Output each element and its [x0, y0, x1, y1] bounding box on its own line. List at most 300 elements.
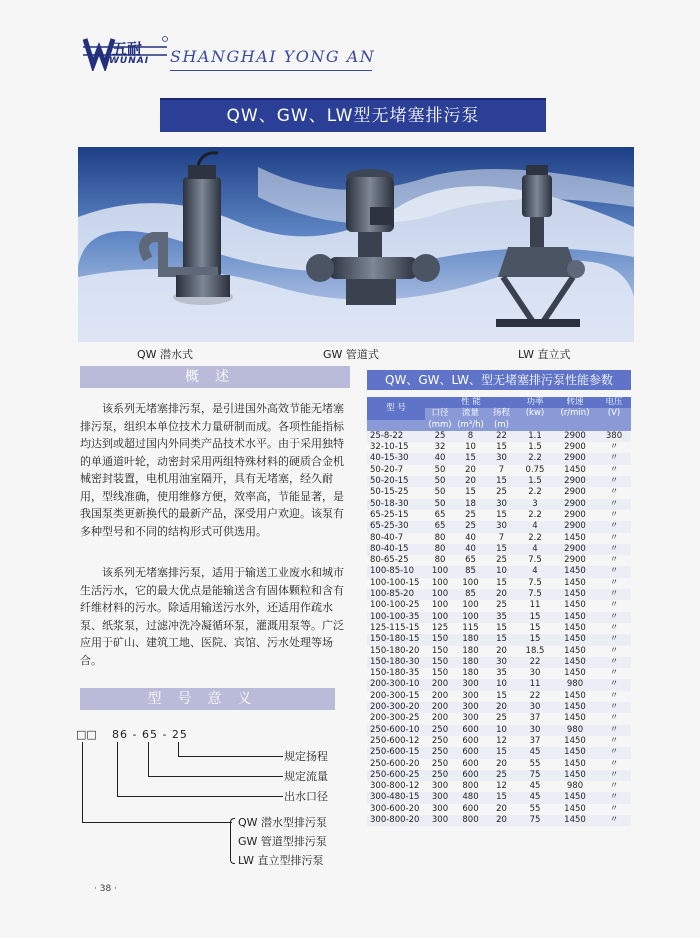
table-cell: 22: [529, 690, 541, 701]
table-cell: 200: [431, 713, 449, 724]
table-cell: 80-40-15: [367, 544, 425, 555]
table-cell: 65: [465, 555, 476, 566]
table-cell-voltage: 〃: [609, 442, 619, 453]
table-row: [367, 578, 631, 589]
table-cell: 11: [529, 600, 541, 611]
caption-lw: LW 直立式: [518, 348, 571, 361]
table-cell: 55: [529, 803, 541, 814]
type-gw: GW 管道型排污泵: [238, 835, 327, 848]
table-cell-voltage: 〃: [597, 725, 631, 736]
table-row: [367, 487, 631, 498]
table-cell: 2.2: [528, 509, 542, 520]
table-cell: 1450: [564, 600, 586, 611]
table-cell: 30: [517, 702, 553, 713]
table-cell: 100-100-15: [370, 577, 420, 588]
table-cell-voltage: 〃: [597, 657, 631, 668]
table-cell: 20: [486, 815, 517, 826]
table-cell: 32-10-15: [370, 442, 409, 453]
table-cell: 100: [431, 577, 449, 588]
table-row: [367, 679, 631, 690]
table-cell: 250-600-15: [367, 747, 425, 758]
table-cell: 800: [455, 815, 486, 826]
table-cell: 15: [465, 487, 476, 498]
table-cell-voltage: 〃: [609, 622, 619, 633]
table-cell: 22: [517, 657, 553, 668]
table-row: [367, 634, 631, 645]
table-cell-voltage: 〃: [609, 464, 619, 475]
table-cell-voltage: 〃: [597, 612, 631, 623]
table-cell-voltage: 〃: [609, 509, 619, 520]
table-cell: 37: [529, 735, 541, 746]
table-cell: 300: [462, 690, 479, 701]
table-cell: 65-25-30: [367, 521, 425, 532]
table-cell: 115: [462, 622, 479, 633]
table-cell: 180: [455, 634, 486, 645]
table-cell: 1450: [564, 668, 586, 679]
table-cell: 80-40-7: [370, 532, 404, 543]
table-cell: 980: [553, 725, 597, 736]
table-cell: 300: [431, 781, 449, 792]
table-cell: 50-18-30: [367, 499, 425, 510]
header-speed-unit: (r/min): [553, 408, 597, 419]
table-cell: 2900: [564, 487, 586, 498]
table-cell-voltage: 〃: [609, 487, 619, 498]
table-cell: 25: [496, 487, 507, 498]
table-cell: 1450: [553, 792, 597, 803]
table-cell: 2.2: [517, 453, 553, 464]
table-cell: 150: [431, 645, 449, 656]
table-cell-voltage: 〃: [597, 453, 631, 464]
table-cell: 250: [425, 725, 455, 736]
table-cell: 150-180-15: [367, 634, 425, 645]
table-cell: 7: [498, 464, 505, 475]
table-cell: 250: [425, 770, 455, 781]
table-cell: 1450: [564, 622, 586, 633]
table-cell: 250: [425, 747, 455, 758]
table-cell: 20: [455, 476, 486, 487]
table-cell: 18.5: [525, 645, 545, 656]
table-cell: 200: [425, 679, 455, 690]
table-cell: 1.1: [517, 431, 553, 442]
table-cell: 75: [517, 815, 553, 826]
table-cell: 20: [496, 645, 507, 656]
table-cell: 22: [486, 431, 517, 442]
table-cell: 100-85-10: [367, 566, 425, 577]
table-cell: 20: [496, 803, 507, 814]
table-cell: 1450: [564, 464, 586, 475]
table-cell: 100: [462, 600, 479, 611]
table-cell: 50-20-15: [367, 476, 425, 487]
table-cell: 15: [486, 634, 517, 645]
table-cell: 50-15-25: [370, 487, 409, 498]
table-cell-voltage: 〃: [609, 555, 619, 566]
caption-qw: QW 潜水式: [137, 348, 194, 361]
table-cell: 180: [455, 657, 486, 668]
table-cell: 600: [455, 770, 486, 781]
table-cell-voltage: 〃: [609, 713, 619, 724]
table-cell: 2900: [553, 521, 597, 532]
table-cell-voltage: 〃: [609, 803, 619, 814]
table-cell: 300-800-12: [370, 781, 420, 792]
table-row: [367, 442, 631, 453]
table-cell: 20: [496, 758, 507, 769]
table-cell: 1450: [564, 735, 586, 746]
table-cell: 7.5: [528, 577, 542, 588]
table-row: [367, 544, 631, 555]
table-cell: 2.2: [528, 532, 542, 543]
table-cell: 480: [455, 792, 486, 803]
overview-heading: 概述: [80, 366, 350, 388]
table-cell: 1450: [553, 702, 597, 713]
table-cell: 200: [431, 690, 449, 701]
table-cell: 30: [529, 668, 541, 679]
table-cell: 15: [496, 577, 507, 588]
table-cell: 35: [496, 668, 507, 679]
table-row: [367, 623, 631, 634]
table-cell-voltage: 〃: [597, 770, 631, 781]
table-cell-voltage: 380: [597, 431, 631, 442]
table-cell-voltage: 〃: [597, 679, 631, 690]
page-title: QW、GW、LW型无堵塞排污泵: [160, 98, 546, 132]
table-cell: 40: [455, 544, 486, 555]
table-cell: 80: [434, 555, 446, 566]
table-cell-voltage: 〃: [597, 499, 631, 510]
table-cell: 25: [486, 770, 517, 781]
header-speed: 转速: [553, 397, 597, 408]
table-title: QW、GW、LW、型无堵塞排污泵性能参数: [367, 370, 631, 390]
table-cell-voltage: 〃: [609, 668, 619, 679]
table-cell-voltage: 〃: [609, 781, 619, 792]
table-cell: 100: [425, 566, 455, 577]
table-cell: 300: [455, 679, 486, 690]
table-cell: 12: [496, 781, 507, 792]
table-cell: 150-180-30: [367, 657, 425, 668]
table-cell: 15: [486, 792, 517, 803]
table-cell: 15: [455, 453, 486, 464]
table-cell-voltage: 〃: [597, 747, 631, 758]
table-row: [367, 668, 631, 679]
table-cell: 300: [425, 815, 455, 826]
model-code-prefix: □□: [76, 728, 97, 741]
table-cell: 1450: [564, 532, 586, 543]
table-row: [367, 600, 631, 611]
header-flow: 流量: [455, 408, 486, 419]
table-cell: 1.5: [528, 442, 542, 453]
table-cell: 2.2: [528, 487, 542, 498]
label-head: 规定扬程: [284, 750, 328, 763]
table-cell: 1450: [553, 566, 597, 577]
table-row: [367, 725, 631, 736]
table-cell: 180: [462, 645, 479, 656]
header-head-unit: (m): [486, 420, 517, 431]
table-cell: 10: [486, 679, 517, 690]
table-cell: 25: [455, 521, 486, 532]
table-cell: 2900: [553, 431, 597, 442]
table-cell: 15: [496, 509, 507, 520]
table-cell: 250-600-25: [367, 770, 425, 781]
table-cell: 2900: [553, 453, 597, 464]
table-cell: 200-300-10: [367, 679, 425, 690]
table-cell: 300: [455, 702, 486, 713]
table-cell: 25-8-22: [367, 431, 425, 442]
table-cell: 600: [462, 803, 479, 814]
table-cell: 1450: [564, 713, 586, 724]
overview-paragraph-1: 该系列无堵塞排污泵，是引进国外高效节能无堵塞排污泵，组织本单位技术力量研制而成。各项性能指标均达到或超过国内外同类产品技术水平。由于采用独特的单通道叶轮，动密封采用两组特殊材料的硬质合金机械密封装置，电机用油室隔开，具有无堵塞，经久耐用，型线准确，使用维修方便，效率高，节能显著，是我国泵类更新换代的最新产品，深受用户欢迎。该泵有多种型号和不同的结构形式可供选用。: [80, 402, 344, 538]
table-cell: 250: [431, 758, 449, 769]
table-cell: 45: [529, 781, 541, 792]
table-cell: 100-100-25: [370, 600, 420, 611]
table-cell-voltage: 〃: [597, 702, 631, 713]
table-cell: 250-600-20: [370, 758, 420, 769]
performance-table: [367, 397, 631, 826]
table-cell: 1450: [553, 612, 597, 623]
table-cell: 100: [425, 612, 455, 623]
table-cell: 65-25-15: [370, 509, 409, 520]
table-cell: 150-180-35: [370, 668, 420, 679]
table-cell: 10: [486, 725, 517, 736]
table-cell: 15: [496, 690, 507, 701]
table-row: [367, 815, 631, 826]
table-cell: 7.5: [528, 555, 542, 566]
table-row: [367, 533, 631, 544]
table-cell: 180: [462, 668, 479, 679]
type-qw: QW 潜水型排污泵: [238, 816, 328, 829]
table-cell: 1450: [553, 589, 597, 600]
caption-gw: GW 管道式: [323, 348, 379, 361]
table-cell: 15: [496, 442, 507, 453]
table-cell: 125-115-15: [370, 622, 420, 633]
table-cell: 125: [431, 622, 449, 633]
table-row: [367, 465, 631, 476]
table-row: [367, 713, 631, 724]
table-cell: 30: [486, 657, 517, 668]
table-row: [367, 792, 631, 803]
table-cell-voltage: 〃: [597, 589, 631, 600]
table-cell: 300: [462, 713, 479, 724]
table-cell: 30: [486, 521, 517, 532]
table-cell: 100-100-35: [367, 612, 425, 623]
header-voltage-unit: (V): [597, 408, 631, 419]
table-cell: 600: [462, 758, 479, 769]
table-cell: 200-300-20: [367, 702, 425, 713]
table-cell: 4: [517, 544, 553, 555]
table-cell-voltage: 〃: [609, 600, 619, 611]
table-cell-voltage: 〃: [597, 634, 631, 645]
table-cell: 980: [553, 679, 597, 690]
table-row: [367, 476, 631, 487]
table-cell: 30: [486, 453, 517, 464]
table-cell: 8: [455, 431, 486, 442]
table-row: [367, 747, 631, 758]
table-cell: 150: [425, 634, 455, 645]
logo-english-text: WUNAI: [109, 56, 150, 66]
table-cell: 1450: [564, 803, 586, 814]
table-row: [367, 431, 631, 442]
table-cell: 10: [465, 442, 476, 453]
table-row: [367, 804, 631, 815]
table-cell: 100: [431, 600, 449, 611]
overview-paragraph-2: 该系列无堵塞排污泵，适用于输送工业废水和城市生活污水，它的最大优点是能输送含有固体颗粒和含有纤维材料的污水。除适用输送污水外，还适用作疏水泵、纸浆泵，过滤冲洗冷凝循环泵，灌溉用泵等。广泛应用于矿山、建筑工地、医院、宾馆、污水处理等场合。: [80, 566, 344, 667]
table-cell: 100-85-20: [367, 589, 425, 600]
table-cell: 80-65-25: [370, 555, 409, 566]
table-cell: 0.75: [525, 464, 545, 475]
table-cell: 32: [434, 442, 446, 453]
table-cell: 1450: [553, 747, 597, 758]
table-cell: 980: [566, 781, 584, 792]
header-power-unit: (kw): [517, 408, 553, 419]
table-cell: 20: [465, 464, 476, 475]
table-row: [367, 510, 631, 521]
table-cell: 10: [486, 566, 517, 577]
table-cell: 50: [425, 476, 455, 487]
table-row: [367, 589, 631, 600]
table-cell: 50: [425, 499, 455, 510]
brand-name: SHANGHAI YONG AN: [170, 47, 376, 66]
header-head: 扬程: [486, 408, 517, 419]
table-cell: 20: [486, 589, 517, 600]
table-cell-voltage: 〃: [609, 645, 619, 656]
table-cell: 1450: [553, 770, 597, 781]
table-cell-voltage: 〃: [597, 476, 631, 487]
table-cell: 25: [496, 713, 507, 724]
table-row: [367, 657, 631, 668]
table-cell: 600: [455, 725, 486, 736]
table-cell: 15: [529, 622, 541, 633]
table-cell: 300-800-20: [367, 815, 425, 826]
table-cell-voltage: 〃: [597, 792, 631, 803]
table-cell: 75: [517, 770, 553, 781]
table-row: [367, 453, 631, 464]
table-cell: 18: [455, 499, 486, 510]
table-cell: 25: [496, 555, 507, 566]
table-cell: 600: [455, 747, 486, 758]
table-cell: 15: [486, 747, 517, 758]
table-cell: 50: [434, 487, 446, 498]
table-row: [367, 736, 631, 747]
table-cell: 1450: [564, 690, 586, 701]
table-cell: 12: [496, 735, 507, 746]
table-cell: 85: [455, 566, 486, 577]
label-caliber: 出水口径: [284, 790, 328, 803]
table-cell: 300: [425, 792, 455, 803]
table-cell: 300-480-15: [367, 792, 425, 803]
table-cell: 65: [434, 509, 446, 520]
table-cell: 25: [496, 600, 507, 611]
table-cell: 30: [517, 725, 553, 736]
table-cell: 2900: [553, 476, 597, 487]
table-cell: 100: [425, 589, 455, 600]
table-row: [367, 566, 631, 577]
table-cell: 40: [465, 532, 476, 543]
table-cell: 30: [486, 499, 517, 510]
table-row: [367, 499, 631, 510]
table-cell: 200: [425, 702, 455, 713]
table-cell: 1.5: [517, 476, 553, 487]
table-cell-voltage: 〃: [609, 735, 619, 746]
table-cell: 1450: [553, 657, 597, 668]
header-performance: 性 能: [425, 397, 517, 408]
table-cell: 15: [517, 612, 553, 623]
table-cell: 300: [431, 803, 449, 814]
table-row: [367, 770, 631, 781]
header-model: 型 号: [367, 397, 425, 420]
table-cell: 3: [517, 499, 553, 510]
table-cell: 150: [425, 657, 455, 668]
table-cell: 55: [529, 758, 541, 769]
table-cell: 1450: [564, 577, 586, 588]
label-flow: 规定流量: [284, 770, 328, 783]
table-cell: 100: [462, 577, 479, 588]
table-cell: 85: [455, 589, 486, 600]
table-cell-voltage: 〃: [597, 521, 631, 532]
table-cell: 100: [455, 612, 486, 623]
table-cell: 80: [425, 544, 455, 555]
table-cell: 11: [517, 679, 553, 690]
table-cell: 37: [529, 713, 541, 724]
table-cell: 250-600-12: [370, 735, 420, 746]
table-cell: 2900: [564, 555, 586, 566]
table-cell: 15: [517, 634, 553, 645]
table-row: [367, 521, 631, 532]
table-cell: 300-600-20: [370, 803, 420, 814]
table-cell: 50: [434, 464, 446, 475]
table-cell: 80: [434, 532, 446, 543]
table-cell: 2900: [553, 544, 597, 555]
table-cell: 150-180-20: [370, 645, 420, 656]
table-row: [367, 691, 631, 702]
table-cell: 40-15-30: [367, 453, 425, 464]
header-caliber: 口径: [425, 408, 455, 419]
table-row: [367, 759, 631, 770]
table-cell: 1450: [553, 815, 597, 826]
table-cell: 7.5: [517, 589, 553, 600]
table-cell-voltage: 〃: [609, 532, 619, 543]
table-cell: 45: [517, 792, 553, 803]
table-cell: 45: [517, 747, 553, 758]
logo-chinese-text: 五耐: [112, 40, 143, 58]
table-cell: 2900: [553, 499, 597, 510]
table-cell: 15: [486, 476, 517, 487]
header-caliber-unit: (mm): [425, 420, 455, 431]
table-cell: 1450: [564, 758, 586, 769]
table-cell-voltage: 〃: [609, 577, 619, 588]
table-cell: 65: [425, 521, 455, 532]
table-cell: 4: [517, 566, 553, 577]
table-cell: 200-300-15: [370, 690, 420, 701]
table-row: [367, 646, 631, 657]
header-voltage: 电压: [597, 397, 631, 408]
header-flow-unit: (m³/h): [455, 420, 486, 431]
table-cell-voltage: 〃: [609, 690, 619, 701]
table-row: [367, 781, 631, 792]
pump-photo: [78, 147, 634, 342]
table-cell: 200-300-25: [370, 713, 420, 724]
model-code: 86 - 65 - 25: [112, 728, 188, 741]
table-cell: 15: [496, 622, 507, 633]
table-cell: 150: [431, 668, 449, 679]
table-cell: 40: [425, 453, 455, 464]
table-cell: 800: [462, 781, 479, 792]
table-cell: 2900: [564, 509, 586, 520]
table-cell: 250-600-10: [367, 725, 425, 736]
table-cell: 4: [517, 521, 553, 532]
table-cell-voltage: 〃: [597, 544, 631, 555]
table-cell-voltage: 〃: [597, 566, 631, 577]
table-cell: 7: [498, 532, 505, 543]
table-cell: 50-20-7: [370, 464, 404, 475]
table-cell-voltage: 〃: [609, 758, 619, 769]
model-meaning-heading: 型号意义: [80, 688, 335, 710]
